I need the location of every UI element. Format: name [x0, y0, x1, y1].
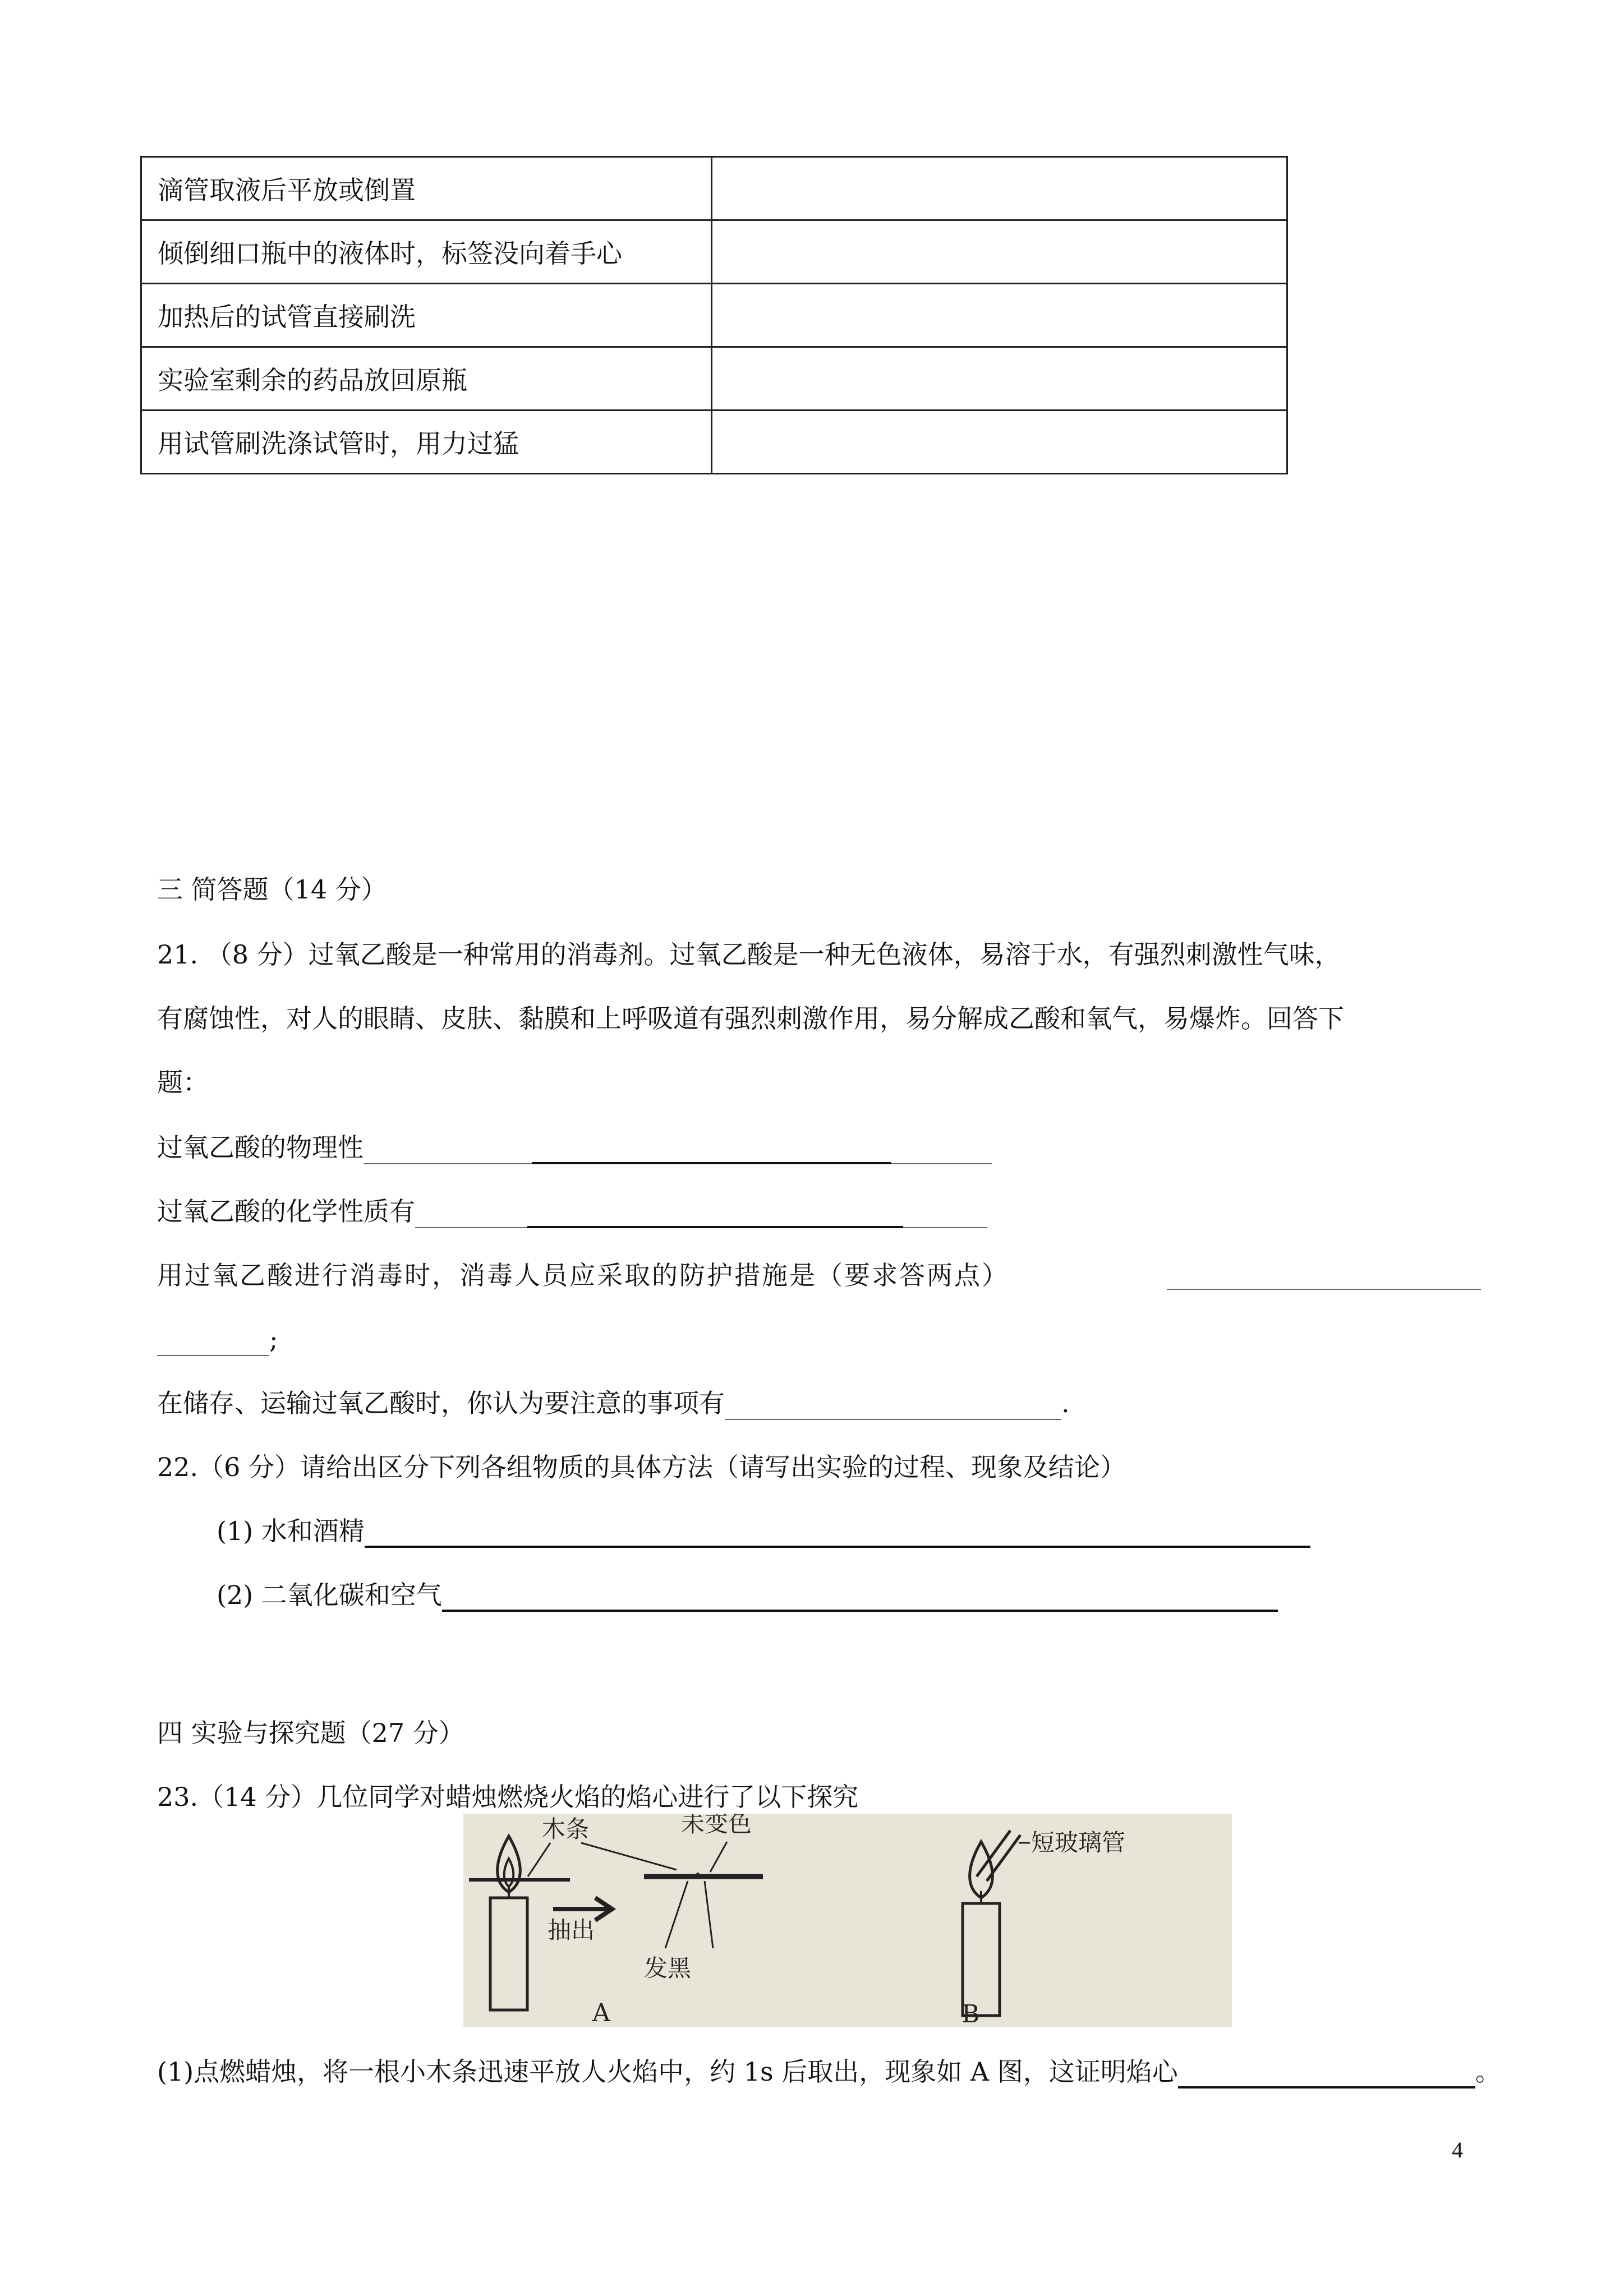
q22-item-2-label: (2) 二氧化碳和空气 [217, 1580, 442, 1610]
q22-item-2 [217, 1578, 1278, 1612]
q21-text-line-2: 有腐蚀性，对人的眼睛、皮肤、黏膜和上呼吸道有强烈刺激作用，易分解成乙酸和氧气，易爆炸。回答下 [157, 1003, 1344, 1034]
table-cell-consequence[interactable] [711, 220, 1287, 284]
label-stick: 木条 [542, 1815, 590, 1843]
table-cell-operation: 加热后的试管直接刷洗 [141, 284, 712, 347]
label-blackened: 发黑 [644, 1954, 692, 1982]
q21-chemical-label: 过氧乙酸的化学性质有 [157, 1196, 415, 1227]
answer-blank[interactable] [157, 1327, 269, 1356]
table-row [141, 347, 1287, 411]
answer-blank[interactable] [365, 1518, 1310, 1548]
q22-intro: 22.（6 分）请给出区分下列各组物质的具体方法（请写出实验的过程、现象及结论） [157, 1452, 1126, 1482]
error-operation-table [140, 156, 1288, 474]
answer-blank[interactable] [1167, 1261, 1481, 1290]
q21-text-line-1: 21. （8 分）过氧乙酸是一种常用的消毒剂。过氧乙酸是一种无色液体，易溶于水，有强烈刺激性气味， [157, 939, 1341, 970]
q21-physical-label: 过氧乙酸的物理性 [157, 1132, 364, 1163]
section-4-heading: 四 实验与探究题（27 分） [157, 1718, 464, 1748]
q21-physical-property [157, 1131, 992, 1164]
q23-part-1-end: 。 [1475, 2057, 1501, 2087]
candle-diagram [463, 1814, 1232, 2027]
answer-blank[interactable] [903, 1199, 987, 1228]
answer-blank[interactable] [364, 1135, 532, 1164]
table-cell-consequence[interactable] [711, 347, 1287, 411]
candle-experiment-figure [463, 1814, 1232, 2027]
table-cell-consequence[interactable] [711, 411, 1287, 474]
label-unchanged: 未变色 [681, 1814, 752, 1837]
answer-blank[interactable] [415, 1199, 527, 1228]
table-cell-operation: 倾倒细口瓶中的液体时，标签没向着手心 [141, 220, 712, 284]
table-row [141, 284, 1287, 347]
answer-blank[interactable] [1178, 2058, 1475, 2088]
q21-text-line-3: 题： [157, 1067, 209, 1098]
answer-blank[interactable] [527, 1198, 903, 1228]
answer-blank[interactable] [725, 1391, 1061, 1420]
table-row [141, 411, 1287, 474]
q21-storage-label: 在储存、运输过氧乙酸时，你认为要注意的事项有 [157, 1388, 725, 1418]
q21-protection-end: ; [269, 1324, 278, 1354]
flame-a-icon [498, 1836, 521, 1892]
section-3-heading: 三 简答题（14 分） [157, 874, 387, 905]
table-cell-operation: 实验室剩余的药品放回原瓶 [141, 347, 712, 411]
q21-chemical-property [157, 1195, 987, 1228]
table-cell-consequence[interactable] [711, 284, 1287, 347]
candle-b-icon [963, 1903, 1000, 2016]
q23-part-1 [157, 2055, 1501, 2088]
answer-blank[interactable] [891, 1135, 992, 1164]
q23-intro: 23.（14 分）几位同学对蜡烛燃烧火焰的焰心进行了以下探究 [157, 1782, 859, 1812]
q22-item-1-label: (1) 水和酒精 [217, 1516, 365, 1546]
q21-protection-label: 用过氧乙酸进行消毒时，消毒人员应采取的防护措施是（要求答两点） [157, 1260, 1009, 1290]
table-cell-operation: 用试管刷洗涤试管时，用力过猛 [141, 411, 712, 474]
table-row [141, 220, 1287, 284]
candle-a-icon [490, 1898, 527, 2010]
label-pull-out: 抽出 [548, 1916, 595, 1944]
label-glass-tube: 短玻璃管 [1031, 1829, 1126, 1856]
q22-item-1 [217, 1514, 1310, 1548]
q21-protection-continuation [157, 1322, 278, 1356]
q23-part-1-text: (1)点燃蜡烛，将一根小木条迅速平放人火焰中，约 1s 后取出，现象如 A 图，这证明焰心 [157, 2057, 1178, 2087]
answer-blank[interactable] [442, 1582, 1278, 1612]
label-b: B [961, 2000, 980, 2027]
table-cell-consequence[interactable] [711, 157, 1287, 220]
q21-storage-end: . [1061, 1388, 1070, 1418]
answer-blank[interactable] [532, 1134, 891, 1164]
table-cell-operation: 滴管取液后平放或倒置 [141, 157, 712, 220]
table-row [141, 157, 1287, 220]
page-number: 4 [1452, 2137, 1463, 2163]
label-a: A [592, 1999, 610, 2027]
q21-storage [157, 1386, 1070, 1420]
